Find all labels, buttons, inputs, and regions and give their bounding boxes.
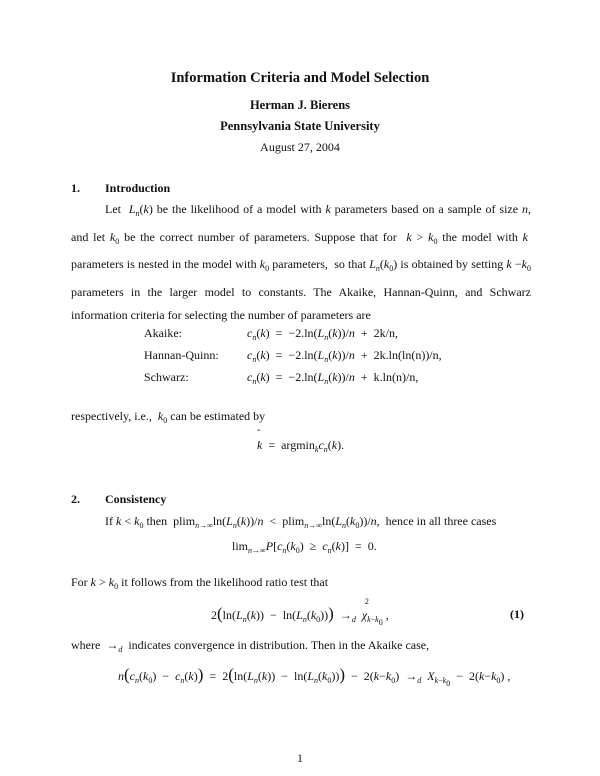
limit-equation: $\lim_{n\to\infty}P[c_n(k_0) \ge c_n(k)] = 0$.	[232, 539, 377, 555]
intro-paragraph: Let $L_n(k)$ be the likelihood of a model with k parameters based on a sample of size n, and let $k_0$ be the correct number of parameters. Suppose that for $k > k_0$ the model with k parameters is nested in the model with $k_0$ parameters, so that $L_n(k_0)$ is obtained by setting $k -k_0$ parameters in the larger model to constants. The Akaike, Hannan-Quinn, and Schwarz information criteria for selecting the number of parameters are	[71, 202, 531, 323]
where-line: where $\to_d$ indicates convergence in distribution. Then in the Akaike case,	[71, 638, 430, 654]
argmin-equation: k ˆ = $argmin_kc_n(k)$.	[257, 429, 345, 454]
section-1-title: Introduction	[105, 181, 171, 195]
lr-test-line: For $k > k_0$ it follows from the likelihood ratio test that	[71, 575, 329, 591]
page-number: 1	[297, 751, 303, 765]
akaike-case-equation: $n(c_n(k_0) - c_n(k)) = 2(\ln(L_n(k)) - \ln(L_n(k_0))) - 2(k-k_0) \to_d$ $X_{k-k_0} - 2(k-k_0)$ ,	[118, 665, 511, 688]
criterion-label-schwarz: Schwarz:	[144, 370, 189, 384]
author-name: Herman J. Bierens	[249, 98, 351, 112]
criterion-formula-akaike: $c_n(k) = -2.\ln(L_n(k))/n + 2k/n$,	[247, 326, 398, 342]
respectively-line: respectively, i.e., $k_0$ can be estimated by	[71, 409, 266, 425]
criterion-term-schwarz: k.ln(n)/n,	[373, 370, 419, 384]
criterion-formula-schwarz: $c_n(k) = -2.\ln(L_n(k))/n + k.\ln(n)/n$,	[247, 370, 419, 386]
affiliation: Pennsylvania State University	[220, 119, 380, 133]
equation-number: (1)	[510, 607, 524, 621]
criterion-term-hannan-quinn: 2k.ln(ln(n))/n,	[373, 348, 442, 362]
criterion-term-akaike: 2k/n,	[373, 326, 398, 340]
consistency-line: If $k < k_0$ then $plim_{n\to\infty}\ln(L_n(k))/n < plim_{n\to\infty}\ln(L_n(k_0))/n$, hence in all three cases	[105, 514, 497, 530]
criterion-label-hannan-quinn: Hannan-Quinn:	[144, 348, 219, 362]
paper-title: Information Criteria and Model Selection	[170, 70, 430, 86]
lr-equation: $2(\ln(L_n(k)) - \ln(L_n(k_0))) \to_d$ χ 2 $_{k-k_0}$ ,	[211, 597, 389, 627]
criterion-label-akaike: Akaike:	[144, 326, 182, 340]
date: August 27, 2004	[260, 140, 340, 154]
section-1-number: 1.	[71, 181, 80, 195]
section-2-number: 2.	[71, 492, 80, 506]
criterion-formula-hannan-quinn: $c_n(k) = -2.\ln(L_n(k))/n + 2k.\ln(\ln(n))/n$,	[247, 348, 442, 364]
section-2-title: Consistency	[105, 492, 167, 506]
